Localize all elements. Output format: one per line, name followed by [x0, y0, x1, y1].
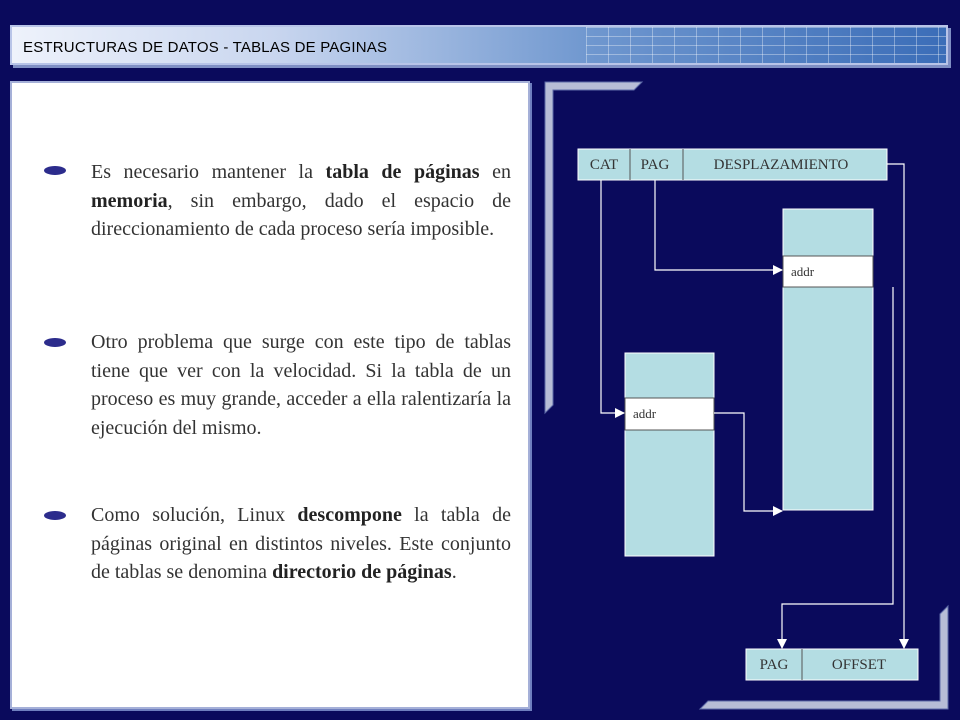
segment: . [451, 561, 457, 583]
directory-table [625, 353, 714, 556]
arrow-cat-to-directory [601, 180, 624, 413]
segment: en [479, 161, 511, 183]
segment: Es necesario mantener la [91, 161, 326, 183]
segment-bold: memoria [91, 189, 168, 212]
arrow-directory-to-page-table [714, 413, 782, 511]
arrow-pag-to-page-table [655, 180, 782, 270]
physical-address-bar [746, 649, 918, 680]
segment-bold: tabla de páginas [325, 161, 480, 183]
segment-bold: directorio de páginas [272, 561, 452, 583]
slide-title: ESTRUCTURAS DE DATOS - TABLAS DE PAGINAS [23, 39, 388, 56]
physical-offset-label: OFFSET [831, 657, 887, 673]
arrow-offset-to-physical [887, 164, 904, 648]
physical-pag-label: PAG [759, 657, 789, 673]
page-table [783, 209, 873, 510]
page-table-addr-entry: addr [791, 264, 815, 279]
virtual-address-bar [578, 149, 887, 180]
segment: la tabla de páginas original en distintos niveles. Este conjunto de tablas se denomina [91, 504, 511, 583]
segment: Como solución, Linux [91, 504, 298, 526]
directory-addr-entry: addr [633, 406, 657, 421]
desplazamiento-field-label: DESPLAZAMIENTO [713, 157, 849, 173]
segment: Otro problema que surge con este tipo de tablas tiene que ver con la velocidad. Si la tabla de un proceso es muy grande, acceder a ella ralentizaría la ejecución del mismo. [91, 331, 511, 439]
cat-field-label: CAT [589, 157, 619, 173]
pag-field-label: PAG [640, 157, 670, 173]
segment: , sin embargo, dado el espacio de direccionamiento de cada proceso sería imposible. [91, 189, 511, 240]
segment-bold: descompone [297, 504, 402, 526]
